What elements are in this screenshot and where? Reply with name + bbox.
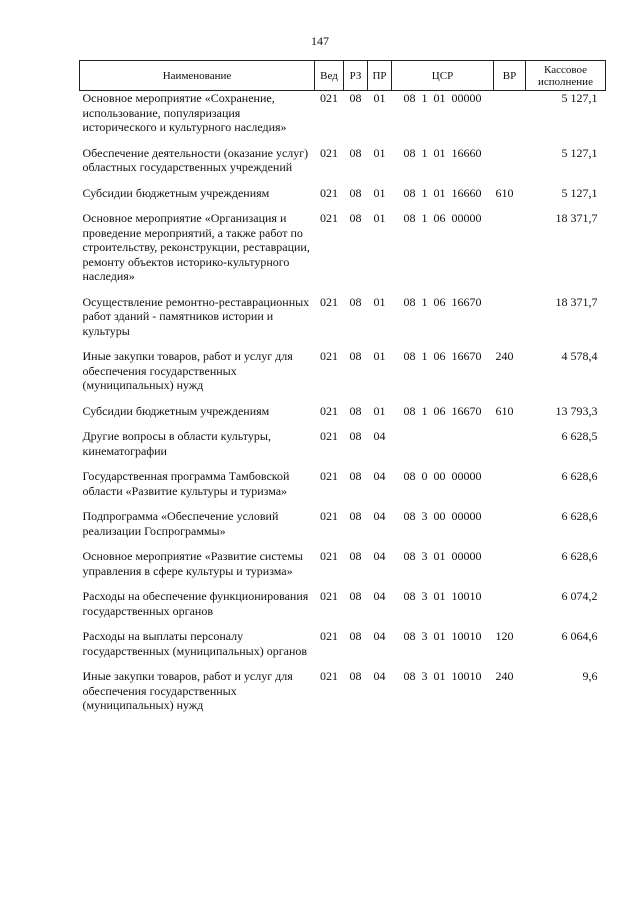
cell-vr [494, 146, 526, 186]
cell-ved: 021 [320, 211, 338, 225]
cell-csr: 08 1 01 00000 [403, 91, 482, 105]
cell-name: Осуществление ремонтно-реставрационных работ зданий - памятников истории и культуры [82, 294, 310, 338]
cell-ved: 021 [320, 145, 338, 160]
cell-csr: 08 1 06 16670 [403, 294, 482, 309]
cell-vr [494, 549, 526, 589]
cell-name: Основное мероприятие «Развитие системы управления в сфере культуры и туризма» [82, 549, 303, 578]
table-row [80, 589, 606, 629]
cell-csr: 08 1 06 00000 [403, 211, 482, 225]
cell-name: Расходы на обеспечение функционирования государственных органов [82, 589, 309, 618]
cell-ved: 021 [320, 589, 338, 603]
cell-ved: 021 [320, 469, 338, 483]
cell-vr [494, 509, 526, 549]
cell-name: Государственная программа Тамбовской области «Развитие культуры и туризма» [82, 469, 290, 498]
cell-csr: 08 3 01 10010 [403, 589, 482, 603]
table-row [80, 549, 606, 589]
cell-name: Иные закупки товаров, работ и услуг для обеспечения государственных (муниципальных) нужд [82, 669, 293, 712]
cell-name: Основное мероприятие «Организация и проведение мероприятий, а также работ по строительству, реконструкции, реставрации, ремонту объектов историко-культурного наследия» [82, 211, 310, 283]
cell-ved: 021 [320, 629, 338, 643]
cell-name: Расходы на выплаты персоналу государственных (муниципальных) органов [82, 629, 308, 658]
cell-sum: 6 628,6 [561, 469, 598, 483]
cell-rz: 08 [349, 429, 362, 443]
cell-sum: 18 371,7 [555, 294, 598, 309]
header-vr: ВР [494, 61, 526, 91]
cell-ved: 021 [320, 91, 338, 105]
table-row [80, 669, 606, 724]
page-number: 147 [311, 34, 329, 48]
cell-csr [392, 429, 494, 469]
cell-sum: 6 628,6 [561, 509, 598, 523]
cell-pr: 01 [373, 91, 386, 105]
cell-name: Субсидии бюджетным учреждениям [82, 185, 270, 200]
header-csr: ЦСР [392, 61, 494, 91]
cell-sum: 13 793,3 [555, 403, 598, 418]
cell-vr [494, 429, 526, 469]
cell-rz: 08 [349, 211, 362, 225]
header-rz: РЗ [344, 61, 368, 91]
cell-sum: 5 127,1 [561, 145, 598, 160]
cell-csr: 08 3 01 10010 [403, 669, 482, 683]
table-row [80, 91, 606, 146]
cell-name: Субсидии бюджетным учреждениям [82, 403, 270, 418]
cell-rz: 08 [349, 669, 362, 683]
table-row [80, 295, 606, 350]
cell-ved: 021 [320, 429, 338, 443]
cell-vr: 240 [495, 349, 514, 363]
cell-rz: 08 [349, 549, 362, 563]
table-row [80, 469, 606, 509]
table-row [80, 629, 606, 669]
cell-pr: 01 [373, 403, 386, 418]
table-row [80, 349, 606, 404]
cell-ved: 021 [320, 669, 338, 683]
cell-ved: 021 [320, 403, 338, 418]
cell-ved: 021 [320, 509, 338, 523]
cell-pr: 04 [373, 429, 386, 443]
cell-csr: 08 1 06 16670 [403, 403, 482, 418]
cell-rz: 08 [349, 185, 362, 200]
cell-vr: 610 [495, 185, 514, 200]
table-row [80, 429, 606, 469]
header-pr: ПР [368, 61, 392, 91]
table-row [80, 404, 606, 430]
cell-rz: 08 [349, 509, 362, 523]
cell-csr: 08 0 00 00000 [403, 469, 482, 483]
cell-name: Другие вопросы в области культуры, кинематографии [82, 429, 271, 458]
cell-rz: 08 [349, 91, 362, 105]
cell-sum: 5 127,1 [561, 91, 598, 105]
cell-pr: 04 [373, 629, 386, 643]
cell-name: Подпрограмма «Обеспечение условий реализации Госпрограммы» [82, 509, 279, 538]
cell-csr: 08 1 01 16660 [403, 145, 482, 160]
cell-sum: 6 064,6 [561, 629, 598, 643]
cell-pr: 04 [373, 549, 386, 563]
budget-table [79, 60, 606, 724]
cell-vr [494, 295, 526, 350]
cell-vr [494, 589, 526, 629]
cell-ved: 021 [320, 294, 338, 309]
cell-vr: 240 [495, 669, 514, 683]
cell-pr: 01 [373, 145, 386, 160]
header-name: Наименование [80, 61, 315, 91]
cell-sum: 6 074,2 [561, 589, 598, 603]
cell-rz: 08 [349, 629, 362, 643]
cell-vr [494, 91, 526, 146]
header-sum: Кассовое исполнение [526, 61, 606, 91]
cell-rz: 08 [349, 403, 362, 418]
cell-pr: 01 [373, 211, 386, 225]
cell-pr: 04 [373, 469, 386, 483]
cell-pr: 01 [373, 349, 386, 363]
cell-csr: 08 3 01 00000 [403, 549, 482, 563]
cell-vr: 120 [495, 629, 514, 643]
cell-name: Обеспечение деятельности (оказание услуг) областных государственных учреждений [82, 145, 309, 174]
cell-sum: 9,6 [582, 669, 598, 683]
cell-rz: 08 [349, 349, 362, 363]
cell-sum: 4 578,4 [561, 349, 598, 363]
cell-sum: 6 628,6 [561, 549, 598, 563]
cell-ved: 021 [320, 185, 338, 200]
cell-pr: 04 [373, 509, 386, 523]
cell-pr: 01 [373, 185, 386, 200]
cell-vr: 610 [495, 403, 514, 418]
cell-csr: 08 1 06 16670 [403, 349, 482, 363]
table-body [80, 91, 606, 724]
cell-csr: 08 3 00 00000 [403, 509, 482, 523]
cell-rz: 08 [349, 469, 362, 483]
cell-pr: 04 [373, 669, 386, 683]
cell-pr: 04 [373, 589, 386, 603]
cell-vr [494, 469, 526, 509]
cell-ved: 021 [320, 349, 338, 363]
cell-csr: 08 3 01 10010 [403, 629, 482, 643]
cell-sum: 6 628,5 [561, 429, 598, 443]
cell-rz: 08 [349, 589, 362, 603]
cell-sum: 18 371,7 [555, 211, 598, 225]
cell-csr: 08 1 01 16660 [403, 185, 482, 200]
table-header [80, 61, 606, 91]
table-row [80, 146, 606, 186]
cell-ved: 021 [320, 549, 338, 563]
cell-rz: 08 [349, 145, 362, 160]
cell-vr [494, 211, 526, 295]
header-ved: Вед [315, 61, 344, 91]
table-row [80, 211, 606, 295]
table-row [80, 186, 606, 212]
cell-sum: 5 127,1 [561, 185, 598, 200]
table-row [80, 509, 606, 549]
cell-pr: 01 [373, 294, 386, 309]
cell-name: Иные закупки товаров, работ и услуг для обеспечения государственных (муниципальных) нужд [82, 349, 293, 392]
cell-name: Основное мероприятие «Сохранение, использование, популяризация исторического и культурного наследия» [82, 91, 287, 134]
cell-rz: 08 [349, 294, 362, 309]
